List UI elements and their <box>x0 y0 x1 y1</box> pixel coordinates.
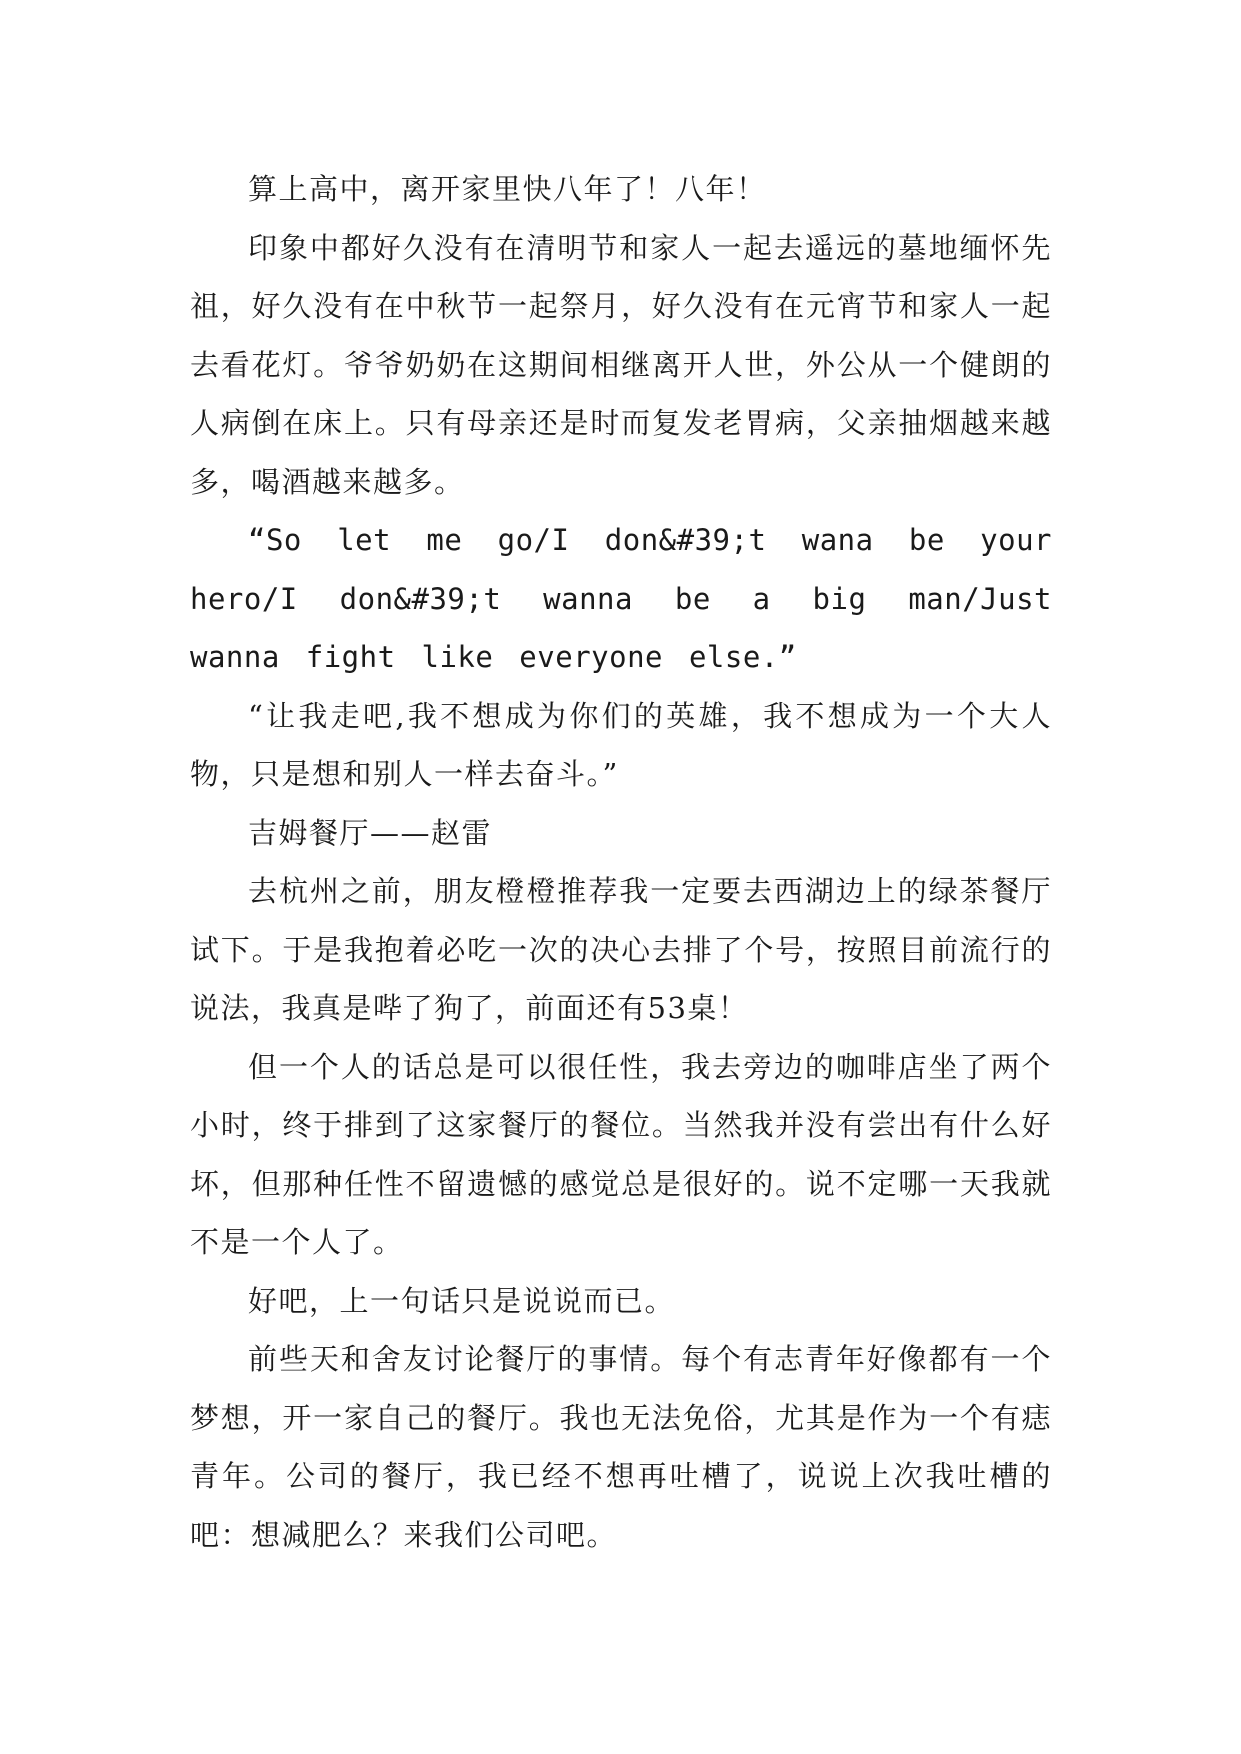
paragraph: 去杭州之前，朋友橙橙推荐我一定要去西湖边上的绿茶餐厅试下。于是我抱着必吃一次的决心去排了个号，按照目前流行的说法，我真是哔了狗了，前面还有53桌！ <box>190 874 1052 1025</box>
paragraph-song-credit: 吉姆餐厅——赵雷 <box>248 815 493 850</box>
paragraph: 但一个人的话总是可以很任性，我去旁边的咖啡店坐了两个小时，终于排到了这家餐厅的餐位。当然我并没有尝出有什么好坏，但那种任性不留遗憾的感觉总是很好的。说不定哪一天我就不是一个人了。 <box>190 1049 1052 1259</box>
paragraph-lyrics-english: “So let me go/I don&#39;t wana be your hero/I don&#39;t wanna be a big man/Just wanna fight like everyone else.” <box>190 523 1052 674</box>
paragraph-lyrics-translation: “让我走吧,我不想成为你们的英雄，我不想成为一个大人物，只是想和别人一样去奋斗。” <box>190 698 1052 791</box>
document-body <box>190 160 1052 1564</box>
paragraph: 好吧，上一句话只是说说而已。 <box>248 1283 676 1318</box>
paragraph: 算上高中，离开家里快八年了！八年！ <box>248 172 767 206</box>
paragraph: 印象中都好久没有在清明节和家人一起去遥远的墓地缅怀先祖，好久没有在中秋节一起祭月，好久没有在元宵节和家人一起去看花灯。爷爷奶奶在这期间相继离开人世，外公从一个健朗的人病倒在床上。只有母亲还是时而复发老胃病，父亲抽烟越来越多，喝酒越来越多。 <box>190 230 1052 499</box>
paragraph: 前些天和舍友讨论餐厅的事情。每个有志青年好像都有一个梦想，开一家自己的餐厅。我也无法免俗，尤其是作为一个有痣青年。公司的餐厅，我已经不想再吐槽了，说说上次我吐槽的吧：想减肥么？来我们公司吧。 <box>190 1342 1052 1552</box>
